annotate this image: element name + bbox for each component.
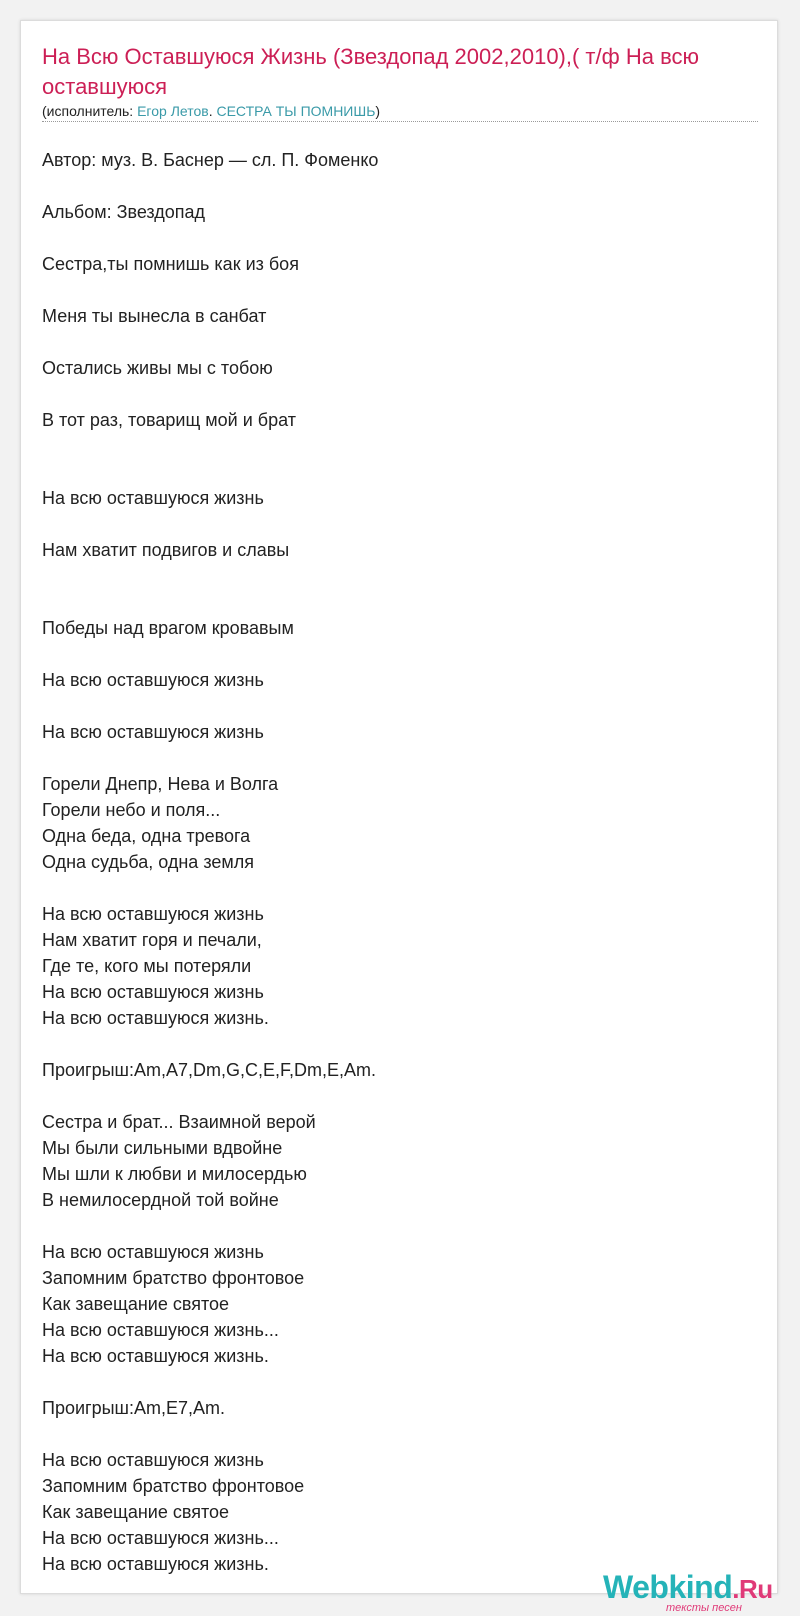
site-logo[interactable] <box>603 1569 793 1615</box>
performer-line <box>42 102 380 120</box>
lyrics-blank-line <box>42 511 742 537</box>
lyrics-line: Запомним братство фронтовое <box>42 1268 305 1288</box>
lyrics-line: Одна беда, одна тревога <box>42 826 251 846</box>
lyrics-line: Проигрыш:Am,A7,Dm,G,C,E,F,Dm,E,Am. <box>42 1060 376 1080</box>
lyrics-blank-line <box>42 1031 742 1057</box>
lyrics-blank-line <box>42 1083 742 1109</box>
artist-link[interactable]: Егор Летов <box>137 103 209 119</box>
lyrics-line: Где те, кого мы потеряли <box>42 956 252 976</box>
lyrics-line: На всю оставшуюся жизнь <box>42 904 264 924</box>
lyrics-line: На всю оставшуюся жизнь... <box>42 1528 279 1548</box>
lyrics-line: Сестра,ты помнишь как из боя <box>42 254 299 274</box>
lyrics-line: Мы шли к любви и милосердью <box>42 1164 307 1184</box>
performer-prefix: (исполнитель: <box>42 103 138 119</box>
performer-separator: . <box>208 103 217 119</box>
song-link[interactable]: СЕСТРА ТЫ ПОМНИШЬ <box>216 103 376 119</box>
lyrics-blank-line <box>42 641 742 667</box>
lyrics-blank-line <box>42 589 742 615</box>
lyrics-line: Горели Днепр, Нева и Волга <box>42 774 279 794</box>
lyrics-line: В немилосердной той войне <box>42 1190 279 1210</box>
lyrics-blank-line <box>42 693 742 719</box>
lyrics-line: На всю оставшуюся жизнь <box>42 1242 264 1262</box>
lyrics-blank-line <box>42 329 742 355</box>
lyrics-line: На всю оставшуюся жизнь <box>42 982 264 1002</box>
lyrics-blank-line <box>42 225 742 251</box>
page-title: На Всю Оставшуюся Жизнь (Звездопад 2002,2010),( т/ф На всю оставшуюся <box>42 44 700 99</box>
lyrics-line: На всю оставшуюся жизнь. <box>42 1554 269 1574</box>
lyrics-line: Нам хватит горя и печали, <box>42 930 262 950</box>
lyrics-blank-line <box>42 433 742 459</box>
lyrics-blank-line <box>42 1213 742 1239</box>
lyrics-line: Остались живы мы с тобою <box>42 358 273 378</box>
lyrics-line: Меня ты вынесла в санбат <box>42 306 267 326</box>
lyrics-line: В тот раз, товарищ мой и брат <box>42 410 296 430</box>
lyrics-blank-line <box>42 381 742 407</box>
lyrics-line: Сестра и брат... Взаимной верой <box>42 1112 316 1132</box>
lyrics-blank-line <box>42 459 742 485</box>
lyrics-blank-line <box>42 173 742 199</box>
lyrics-line: На всю оставшуюся жизнь. <box>42 1346 269 1366</box>
lyrics-line: Проигрыш:Am,E7,Am. <box>42 1398 225 1418</box>
lyrics-line: Альбом: Звездопад <box>42 202 206 222</box>
lyrics-line: Как завещание святое <box>42 1294 230 1314</box>
logo-tld: .Ru <box>732 1574 773 1604</box>
lyrics-line: Как завещание святое <box>42 1502 230 1522</box>
lyrics-line: На всю оставшуюся жизнь <box>42 1450 264 1470</box>
lyrics-blank-line <box>42 1421 742 1447</box>
lyrics-text <box>42 147 742 1577</box>
lyrics-line: Победы над врагом кровавым <box>42 618 294 638</box>
lyrics-blank-line <box>42 1369 742 1395</box>
lyrics-line: На всю оставшуюся жизнь. <box>42 1008 269 1028</box>
lyrics-blank-line <box>42 875 742 901</box>
lyrics-blank-line <box>42 277 742 303</box>
lyrics-line: Мы были сильными вдвойне <box>42 1138 283 1158</box>
lyrics-card <box>20 20 778 1614</box>
lyrics-line: Горели небо и поля... <box>42 800 221 820</box>
lyrics-line: Запомним братство фронтовое <box>42 1476 305 1496</box>
lyrics-line: На всю оставшуюся жизнь <box>42 488 264 508</box>
lyrics-line: На всю оставшуюся жизнь <box>42 670 264 690</box>
lyrics-line: На всю оставшуюся жизнь <box>42 722 264 742</box>
lyrics-line: Одна судьба, одна земля <box>42 852 255 872</box>
logo-tagline: тексты песен <box>666 1602 742 1614</box>
performer-suffix: ) <box>375 103 381 119</box>
logo-name: Webkind <box>603 1569 733 1605</box>
lyrics-line: Нам хватит подвигов и славы <box>42 540 290 560</box>
title-divider <box>42 121 758 122</box>
lyrics-blank-line <box>42 563 742 589</box>
lyrics-line: Автор: муз. В. Баснер — сл. П. Фоменко <box>42 150 379 170</box>
lyrics-blank-line <box>42 745 742 771</box>
lyrics-line: На всю оставшуюся жизнь... <box>42 1320 279 1340</box>
